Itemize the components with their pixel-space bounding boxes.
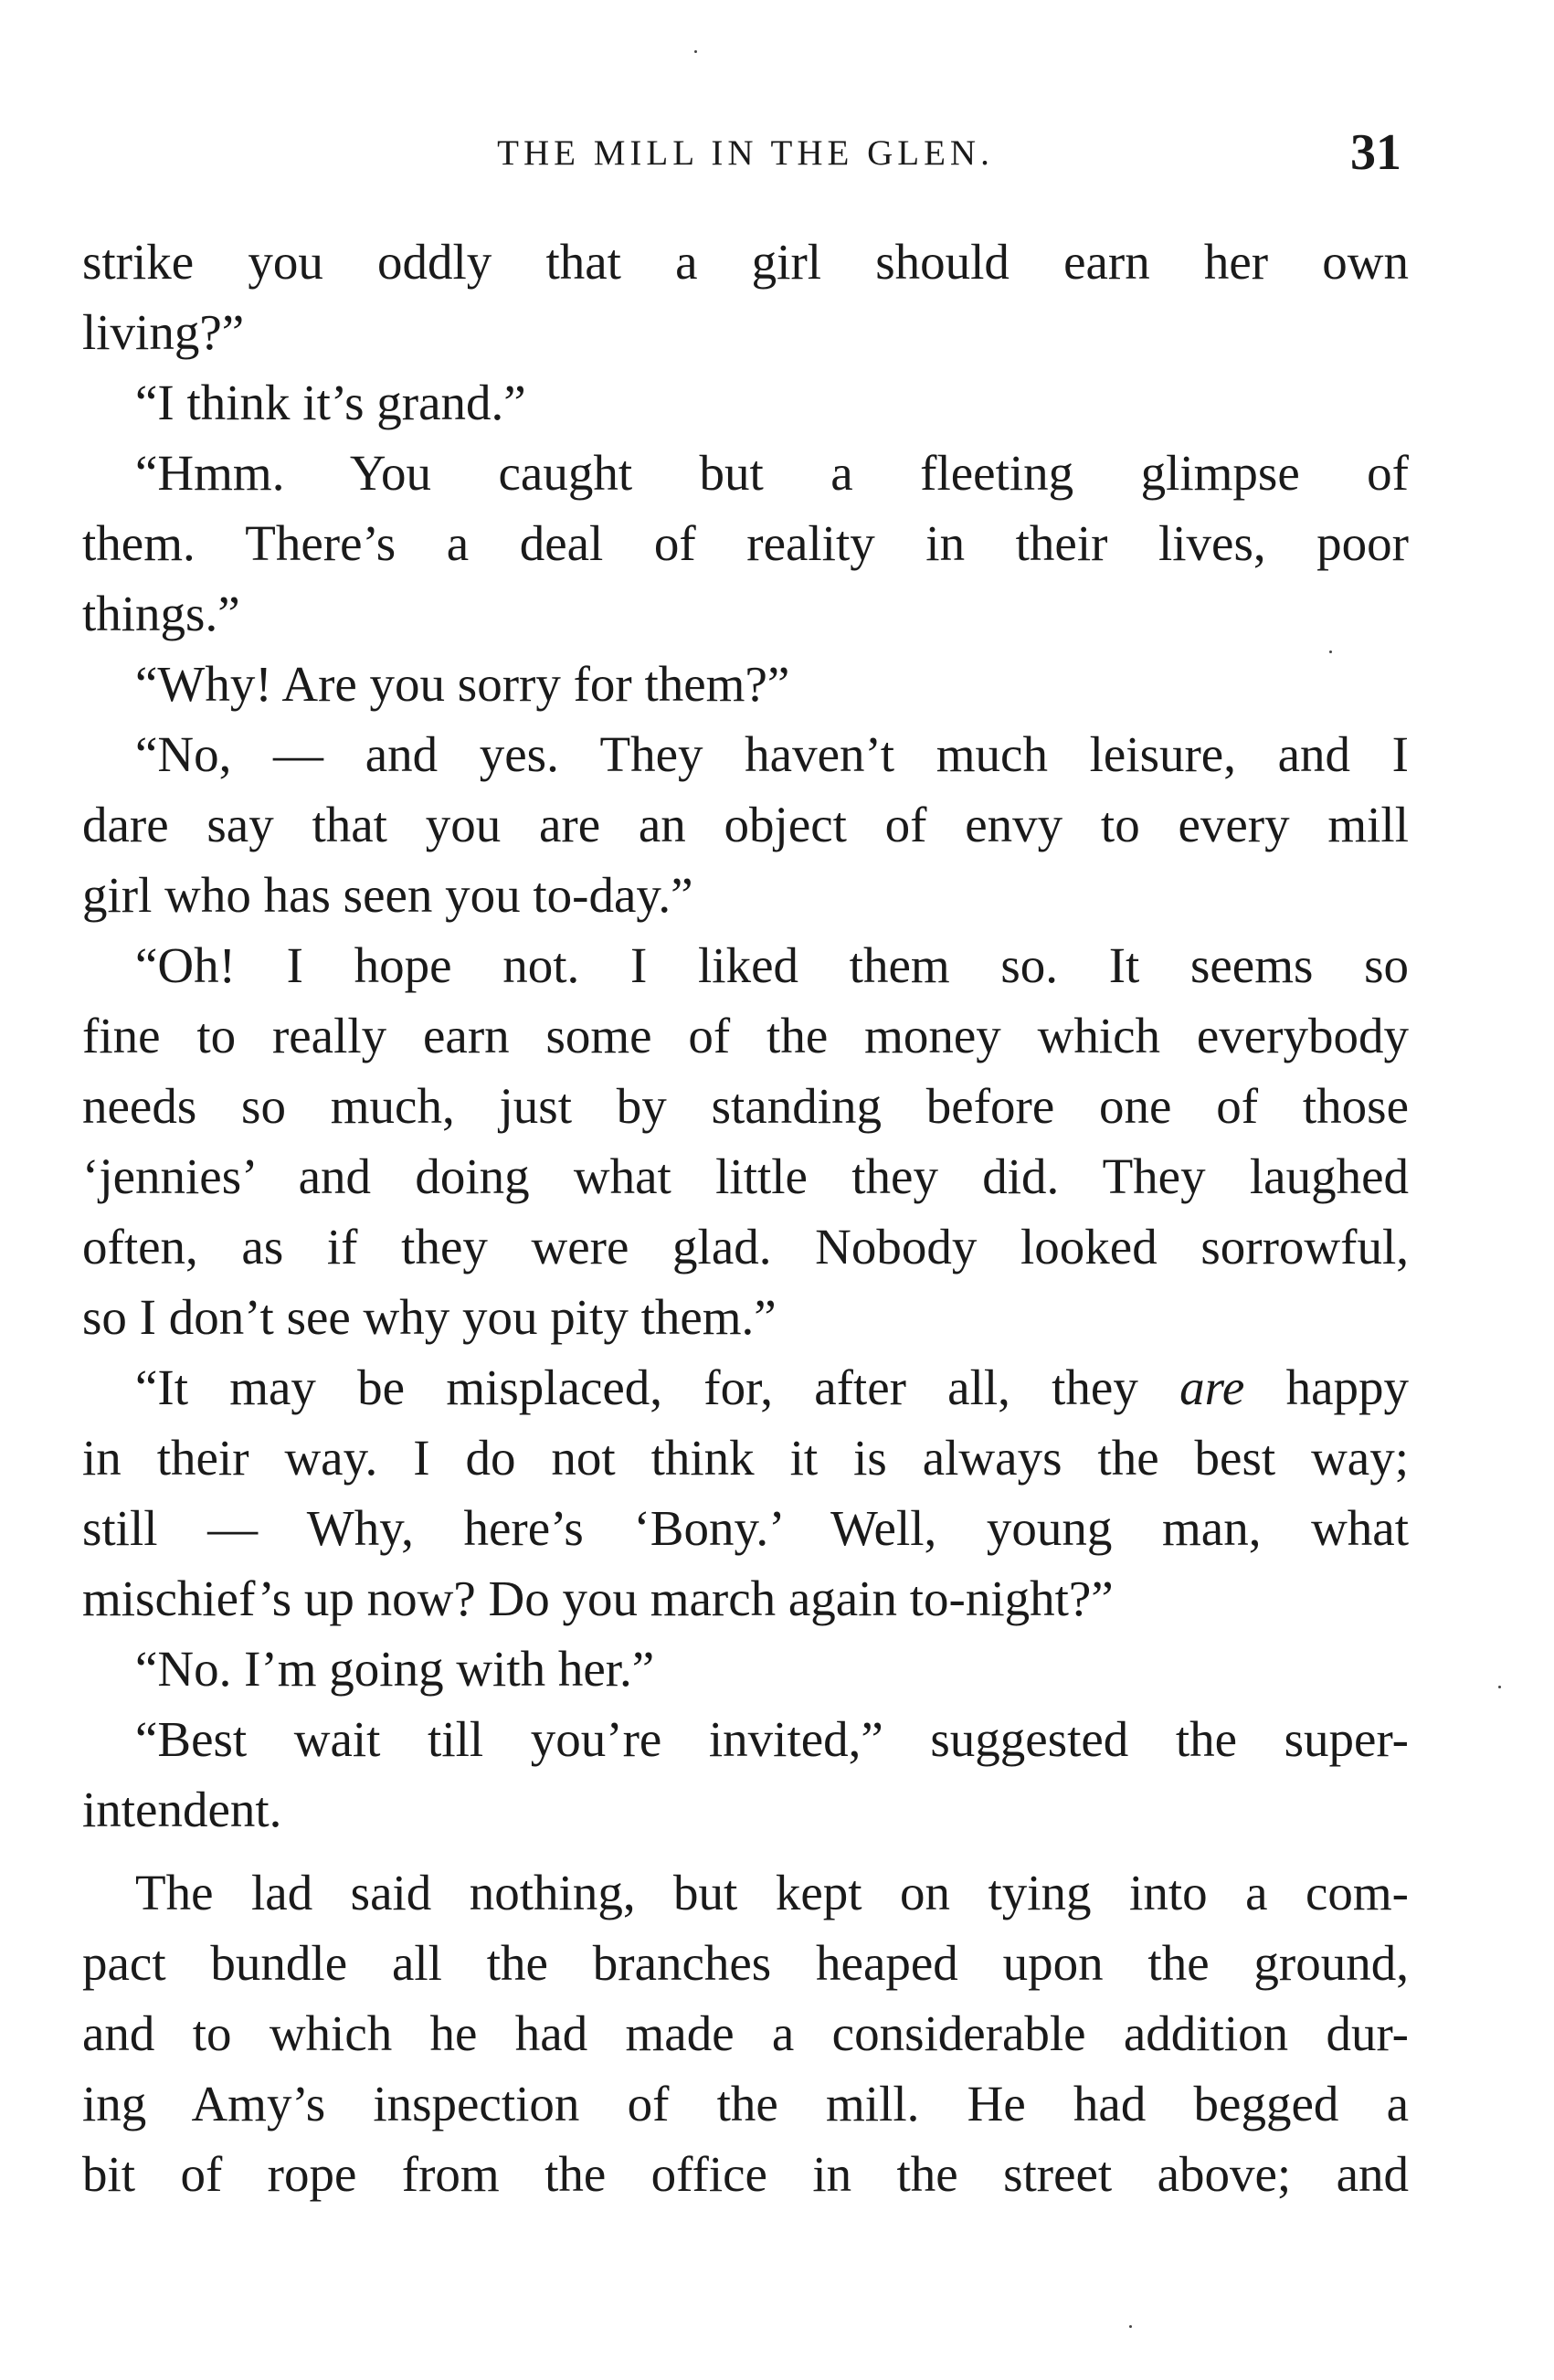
running-head [82, 126, 1409, 181]
text-line: “No. I’m going with her.” [135, 1641, 655, 1697]
text-line: strike you oddly that a girl should earn her own [82, 234, 1409, 290]
text-line: “Oh! I hope not. I liked them so. It seems so [135, 937, 1409, 993]
text-line: “No, — and yes. They haven’t much leisure, and I [135, 726, 1409, 782]
text-line: dare say that you are an object of envy to every mill [82, 797, 1409, 852]
italic-word: are [1179, 1359, 1245, 1415]
text-line: bit of rope from the office in the street above; and [82, 2146, 1409, 2202]
text-line: needs so much, just by standing before one of those [82, 1078, 1409, 1134]
page-number: 31 [1350, 124, 1401, 181]
text-line [82, 1352, 1409, 1423]
text-line: fine to really earn some of the money which everybody [82, 1008, 1409, 1063]
text-line: ing Amy’s inspection of the mill. He had begged a [82, 2076, 1409, 2131]
text-line: living?” [82, 304, 245, 360]
text-line: still — Why, here’s ‘Bony.’ Well, young man, what [82, 1500, 1409, 1556]
text-line: intendent. [82, 1782, 282, 1837]
text-line: and to which he had made a considerable addition dur- [82, 2005, 1409, 2061]
paper-speck [694, 50, 697, 53]
text-line: The lad said nothing, but kept on tying into a com- [135, 1865, 1409, 1920]
text-line: them. There’s a deal of reality in their lives, poor [82, 515, 1409, 571]
text-line: “I think it’s grand.” [135, 375, 526, 430]
text-line: often, as if they were glad. Nobody looked sorrowful, [82, 1219, 1409, 1275]
body-text [82, 227, 1409, 2209]
text-line: so I don’t see why you pity them.” [82, 1289, 777, 1345]
text-line: pact bundle all the branches heaped upon the ground, [82, 1935, 1409, 1991]
running-title: THE MILL IN THE GLEN. [497, 133, 994, 173]
text-line: “Why! Are you sorry for them?” [135, 656, 790, 712]
text-line: girl who has seen you to-day.” [82, 867, 693, 923]
text-line: “Hmm. You caught but a fleeting glimpse of [135, 445, 1409, 501]
paper-speck [1498, 1686, 1501, 1688]
text-line: ‘jennies’ and doing what little they did. They laughed [82, 1148, 1409, 1204]
text-run: “It may be misplaced, for, after all, they [135, 1359, 1180, 1415]
text-line: “Best wait till you’re invited,” suggested the super- [135, 1711, 1409, 1767]
text-run: happy [1244, 1359, 1409, 1415]
paper-speck [1329, 651, 1332, 653]
text-line: mischief’s up now? Do you march again to-night?” [82, 1571, 1114, 1626]
text-line: things.” [82, 586, 240, 641]
paragraph-gap [82, 1845, 1409, 1857]
text-line: in their way. I do not think it is always the best way; [82, 1430, 1409, 1486]
paper-speck [1129, 2325, 1132, 2328]
